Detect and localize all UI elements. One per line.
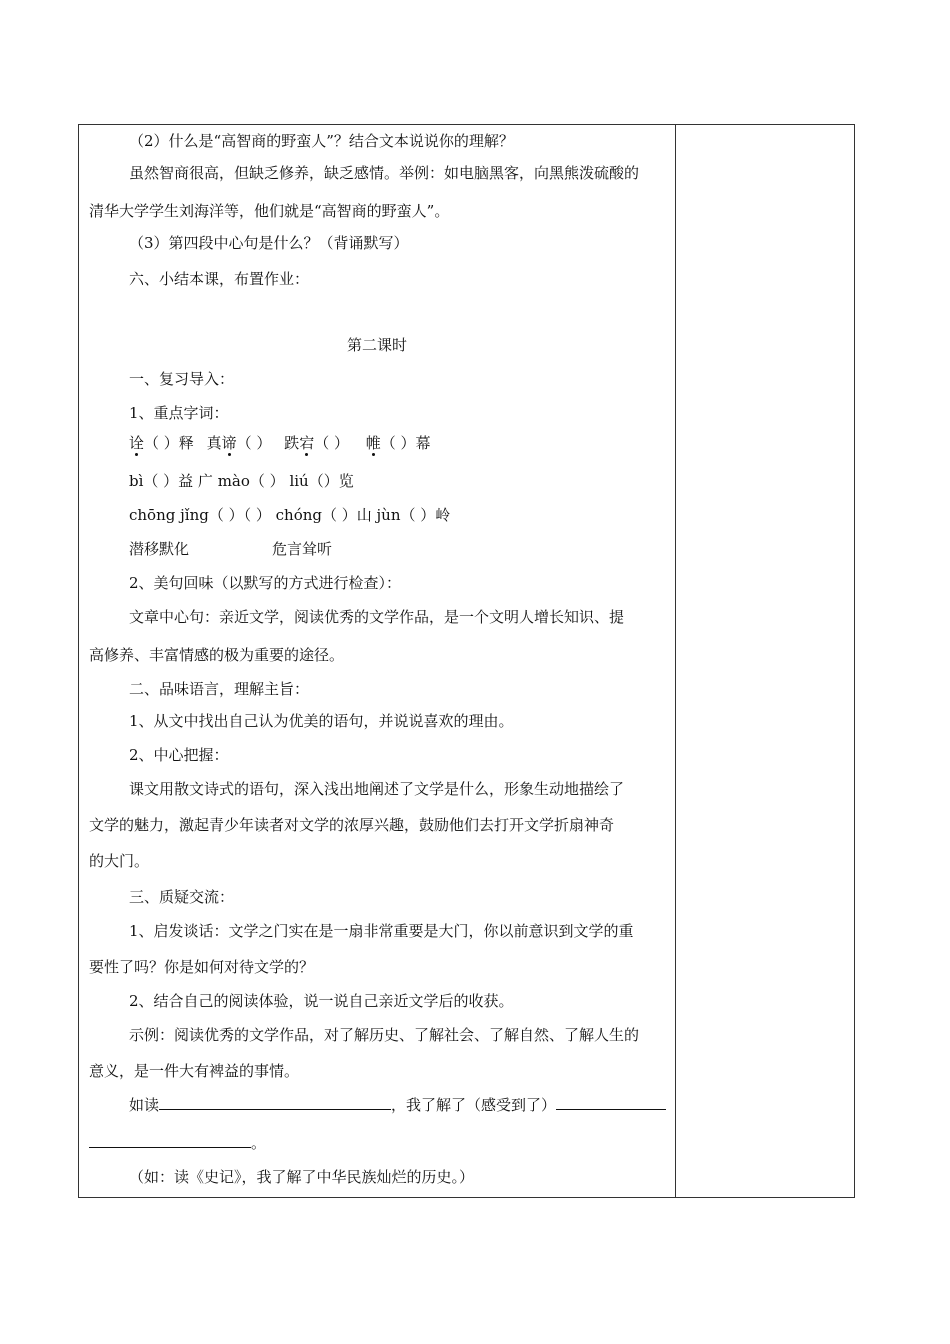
- fill-in-line1: [129, 1095, 666, 1115]
- central-sentence-line2: 高修养、丰富情感的极为重要的途径。: [89, 646, 345, 664]
- vocab-word-1-rest: （ ）释: [144, 434, 194, 452]
- vocab-line-3: chōng jǐng（ ）（ ） chóng（ ）山 jùn（ ）岭: [129, 506, 451, 524]
- section-3-heading: 三、质疑交流：: [129, 888, 235, 906]
- blank-book[interactable]: [159, 1095, 391, 1110]
- vocab-line-1: [129, 433, 431, 453]
- vocab-word-2-blank: （ ）: [236, 434, 272, 452]
- fill-in-end: 。: [251, 1134, 267, 1152]
- second-lesson-title: 第二课时: [346, 336, 407, 354]
- vocab-word-3-blank: （ ）: [314, 434, 349, 452]
- blank-feeling-1[interactable]: [556, 1095, 666, 1110]
- answer-2-line1: 虽然智商很高，但缺乏修养，缺乏感情。举例：如电脑黑客，向黑熊泼硫酸的: [129, 164, 640, 182]
- summary-line3: 的大门。: [89, 852, 150, 870]
- vocab-word-2: 真谛: [206, 434, 237, 452]
- key-words-heading: 1、重点字词：: [129, 404, 229, 422]
- blank-feeling-2[interactable]: [89, 1133, 251, 1148]
- summary-line1: 课文用散文诗式的语句，深入浅出地阐述了文学是什么，形象生动地描绘了: [129, 780, 625, 798]
- fill-in-line2: [89, 1133, 266, 1153]
- column-divider: [675, 125, 676, 1197]
- section-2-heading: 二、品味语言，理解主旨：: [129, 680, 310, 698]
- section-6-heading: 六、小结本课，布置作业：: [129, 270, 310, 288]
- discussion-line2: 要性了吗？你是如何对待文学的？: [89, 958, 315, 976]
- example-line1: 示例：阅读优秀的文学作品，对了解历史、了解社会、了解自然、了解人生的: [129, 1026, 640, 1044]
- lesson-table: [78, 124, 855, 1198]
- vocab-word-4: 帷: [365, 434, 381, 452]
- answer-2-line2: 清华大学学生刘海洋等，他们就是“高智商的野蛮人”。: [89, 202, 450, 220]
- question-2: （2）什么是“高智商的野蛮人”？结合文本说说你的理解？: [129, 132, 514, 150]
- sentence-review-heading: 2、美句回味（以默写的方式进行检查）：: [129, 574, 402, 592]
- vocab-word-1: 诠: [129, 434, 145, 452]
- idiom-2: 危言耸听: [272, 540, 333, 558]
- discussion-line1: 1、启发谈话：文学之门实在是一扇非常重要是大门，你以前意识到文学的重: [129, 922, 634, 940]
- section-1-heading: 一、复习导入：: [129, 370, 235, 388]
- summary-line2: 文学的魅力，激起青少年读者对文学的浓厚兴趣，鼓励他们去打开文学折扇神奇: [89, 816, 615, 834]
- central-sentence-line1: 文章中心句：亲近文学，阅读优秀的文学作品，是一个文明人增长知识、提: [129, 608, 625, 626]
- example-line2: 意义，是一件大有裨益的事情。: [89, 1062, 300, 1080]
- fill-in-example: （如：读《史记》，我了解了中华民族灿烂的历史。）: [129, 1168, 475, 1186]
- vocab-word-4-rest: （ ）幕: [380, 434, 431, 452]
- vocab-line-2: bì（ ）益 广 mào（ ） liú（）览: [129, 472, 354, 490]
- task-find-sentences: 1、从文中找出自己认为优美的语句，并说说喜欢的理由。: [129, 712, 514, 730]
- central-grasp-heading: 2、中心把握：: [129, 746, 229, 764]
- fill-in-prefix: 如读: [129, 1096, 160, 1114]
- reading-experience-task: 2、结合自己的阅读体验，说一说自己亲近文学后的收获。: [129, 992, 514, 1010]
- fill-in-middle: ，我了解了（感受到了）: [391, 1096, 557, 1114]
- vocab-word-3: 跌宕: [284, 434, 315, 452]
- idiom-1: 潜移默化: [129, 540, 190, 558]
- question-3: （3）第四段中心句是什么？（背诵默写）: [129, 234, 409, 252]
